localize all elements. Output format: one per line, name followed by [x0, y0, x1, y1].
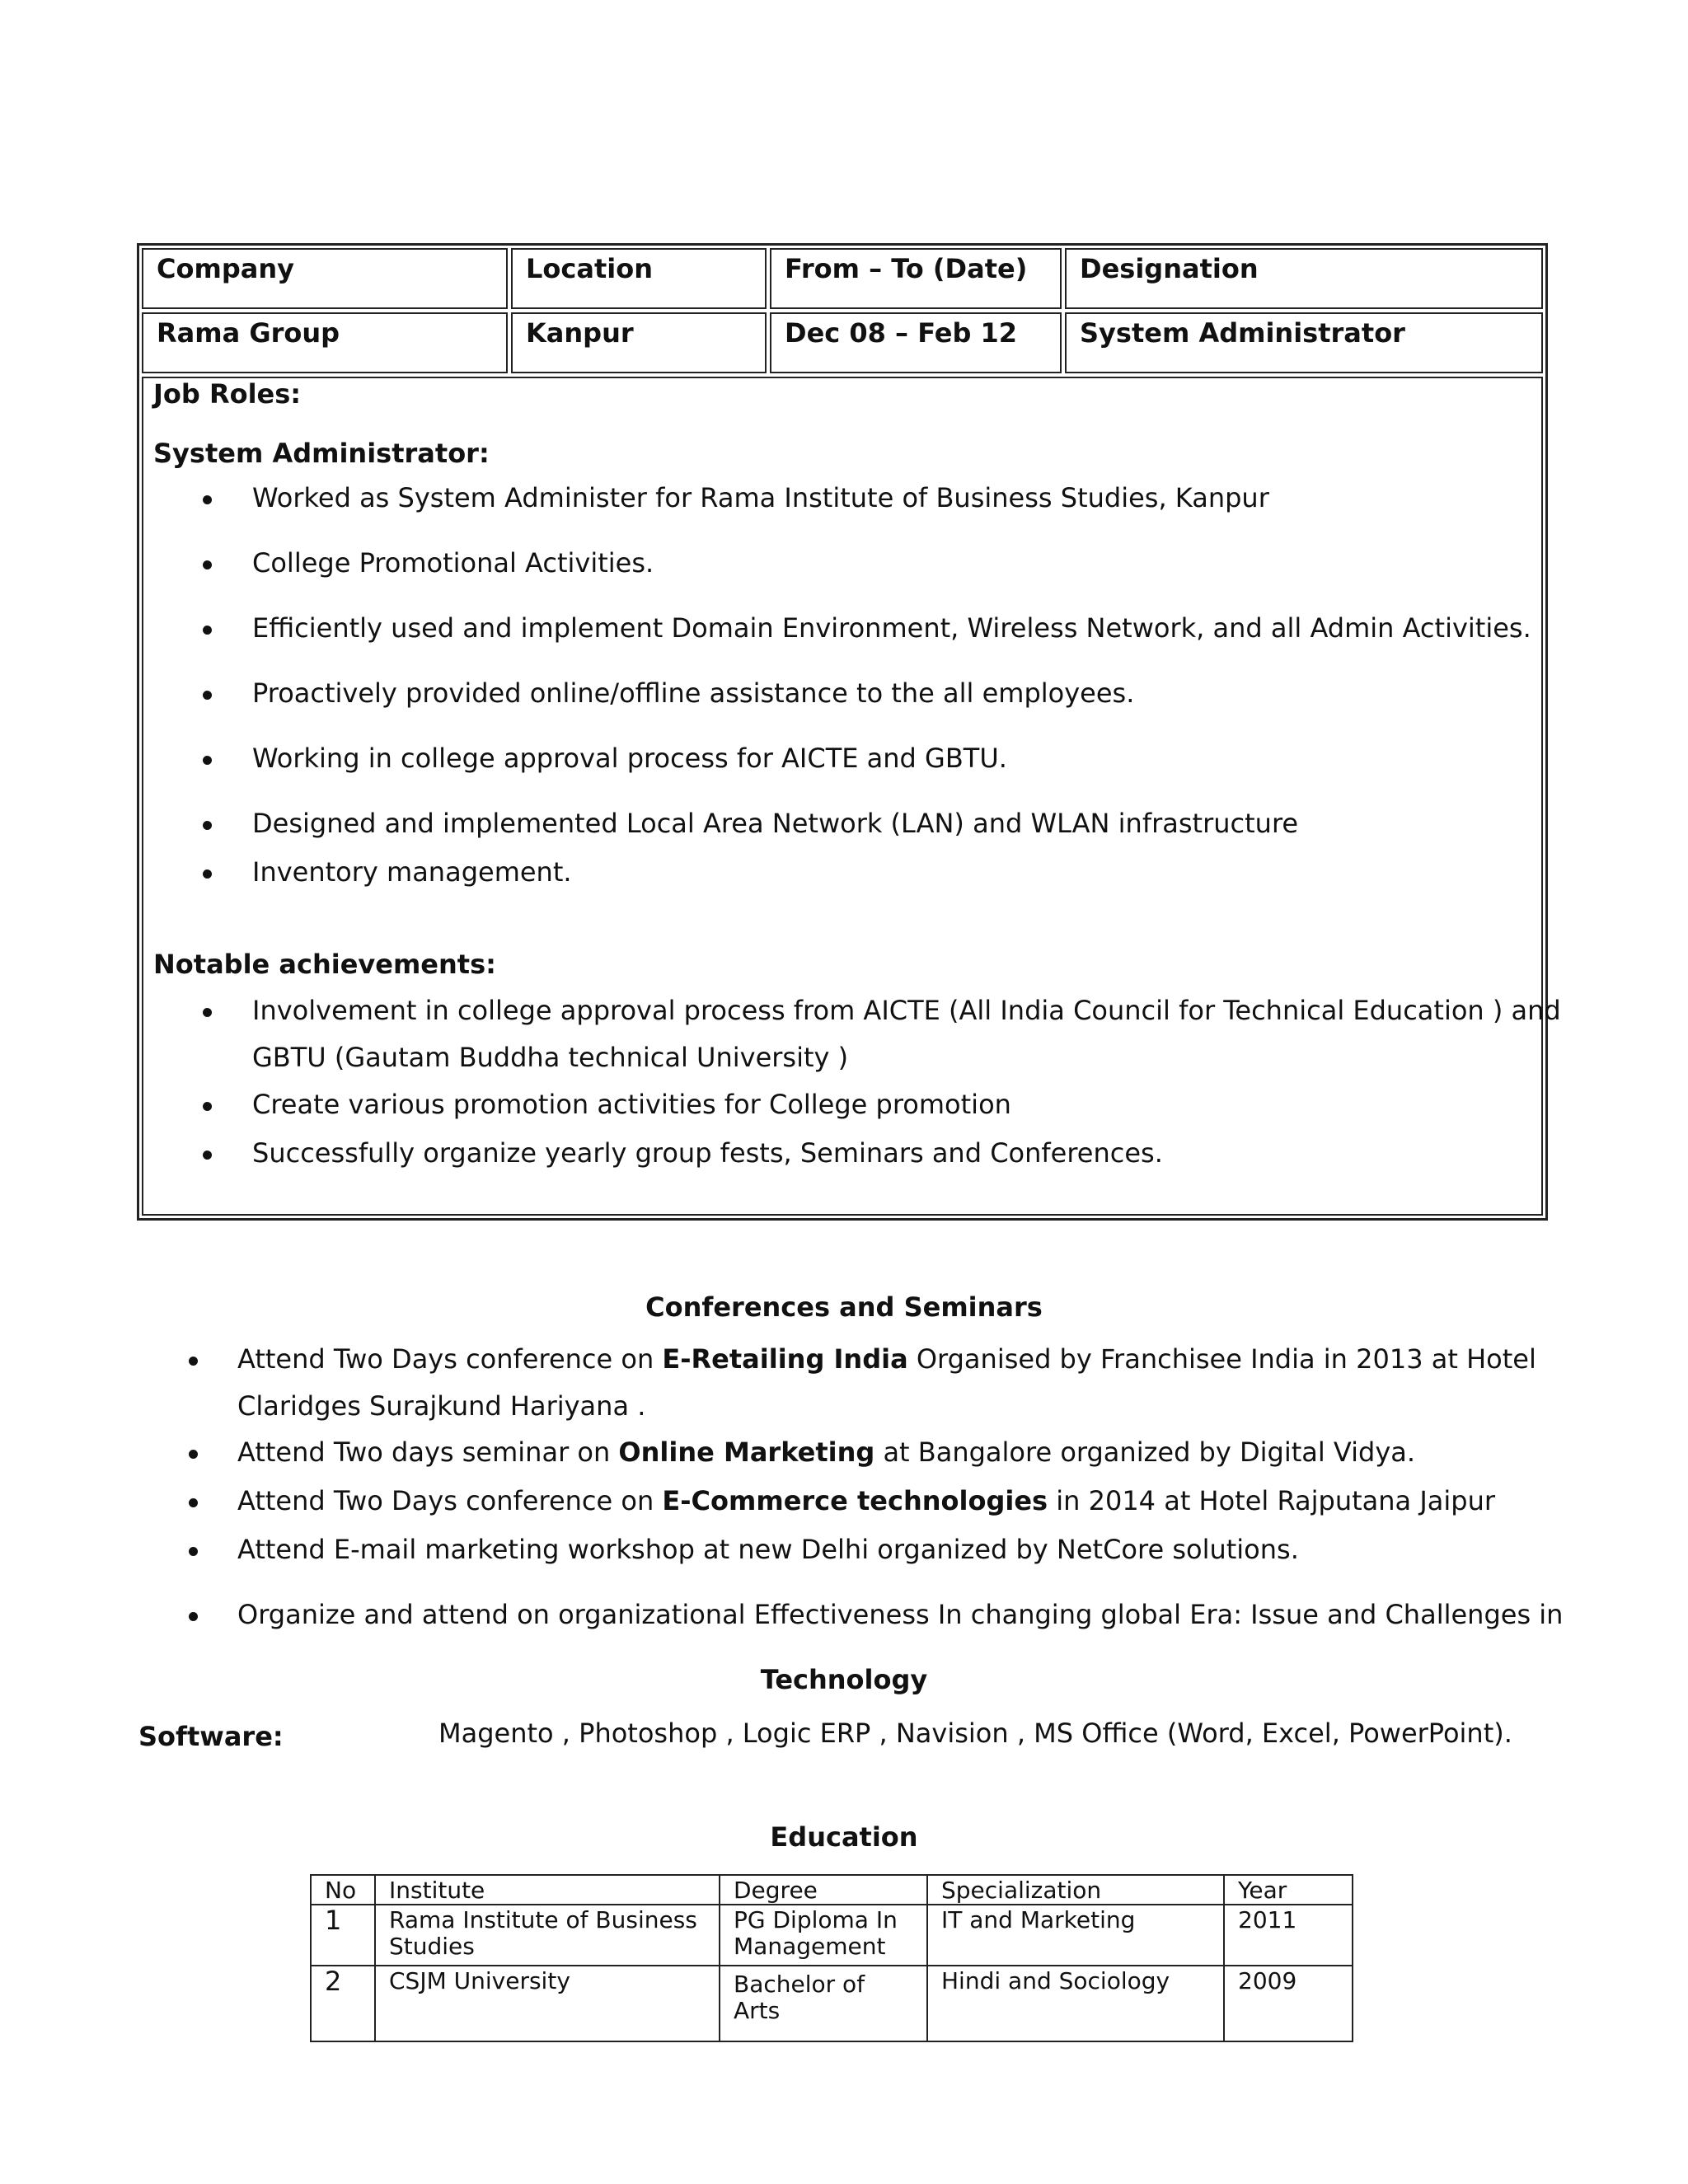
header-company: Company — [142, 248, 508, 309]
conference-item — [237, 1343, 1536, 1375]
conference-item: Organize and attend on organizational Effectiveness In changing global Era: Issue and Challenges in — [237, 1599, 1564, 1630]
edu-degree: Bachelor of Arts — [720, 1966, 927, 2041]
role-item: College Promotional Activities. — [252, 547, 654, 579]
experience-table — [137, 243, 1561, 1221]
header-designation: Designation — [1065, 248, 1543, 309]
conference-item — [237, 1485, 1495, 1516]
edu-year: 2009 — [1224, 1966, 1353, 2041]
software-label: Software: — [138, 1721, 284, 1752]
conference-item-post: at Bangalore organized by Digital Vidya. — [874, 1436, 1416, 1468]
bullet-dot — [203, 691, 212, 700]
edu-header-degree: Degree — [720, 1875, 927, 1905]
role-item: Efficiently used and implement Domain Environment, Wireless Network, and all Admin Activities. — [252, 612, 1531, 644]
conference-item — [237, 1436, 1415, 1468]
role-item: Designed and implemented Local Area Network (LAN) and WLAN infrastructure — [252, 808, 1299, 839]
bullet-dot — [189, 1612, 198, 1621]
achievement-item: Successfully organize yearly group fests, Seminars and Conferences. — [252, 1137, 1163, 1169]
bullet-dot — [189, 1498, 198, 1507]
header-location: Location — [511, 248, 767, 309]
cell-location: Kanpur — [511, 312, 767, 373]
edu-institute-line: Rama Institute of Business — [389, 1906, 697, 1933]
achievements-label: Notable achievements: — [153, 949, 496, 980]
bullet-dot — [189, 1357, 198, 1366]
role-title: System Administrator: — [153, 438, 490, 469]
bullet-dot — [203, 626, 212, 635]
edu-header-institute: Institute — [375, 1875, 720, 1905]
edu-degree — [720, 1905, 927, 1966]
edu-header-no: No — [311, 1875, 375, 1905]
software-value: Magento , Photoshop , Logic ERP , Navision , MS Office (Word, Excel, PowerPoint). — [438, 1718, 1512, 1749]
experience-table-inner — [142, 248, 1561, 1216]
education-row — [311, 1966, 1353, 2041]
role-item: Inventory management. — [252, 856, 572, 888]
bullet-dot — [189, 1547, 198, 1556]
conference-item-post: Organised by Franchisee India in 2013 at Hotel — [907, 1343, 1536, 1375]
conference-item: Attend E-mail marketing workshop at new Delhi organized by NetCore solutions. — [237, 1534, 1299, 1565]
bullet-dot — [203, 756, 212, 765]
edu-header-specialization: Specialization — [927, 1875, 1224, 1905]
achievement-item: Create various promotion activities for College promotion — [252, 1089, 1011, 1120]
technology-title: Technology — [760, 1664, 928, 1695]
bullet-dot — [203, 495, 212, 504]
bullet-dot — [203, 1008, 212, 1017]
conference-item-post: in 2014 at Hotel Rajputana Jaipur — [1048, 1485, 1495, 1516]
job-roles-box — [142, 377, 1561, 1216]
achievement-item: Involvement in college approval process from AICTE (All India Council for Technical Education ) and — [252, 995, 1561, 1026]
bullet-dot — [203, 869, 212, 879]
edu-institute — [375, 1905, 720, 1966]
conference-item-bold: E-Commerce technologies — [662, 1485, 1048, 1516]
bullet-dot — [203, 1151, 212, 1160]
education-header-row — [311, 1875, 1353, 1905]
conferences-title: Conferences and Seminars — [645, 1291, 1043, 1323]
bullet-dot — [203, 1102, 212, 1111]
role-item: Proactively provided online/offline assistance to the all employees. — [252, 677, 1135, 709]
edu-no: 2 — [311, 1966, 375, 2041]
cell-date: Dec 08 – Feb 12 — [770, 312, 1062, 373]
conference-item-bold: E-Retailing India — [662, 1343, 908, 1375]
education-row — [311, 1905, 1353, 1966]
bullet-dot — [203, 560, 212, 569]
conference-item-bold: Online Marketing — [618, 1436, 875, 1468]
header-date: From – To (Date) — [770, 248, 1062, 309]
edu-year: 2011 — [1224, 1905, 1353, 1966]
conference-item-pre: Attend Two Days conference on — [237, 1343, 663, 1375]
education-table — [310, 1874, 1353, 2042]
achievement-item-continued: GBTU (Gautam Buddha technical University ) — [252, 1042, 849, 1073]
edu-institute: CSJM University — [375, 1966, 720, 2041]
conference-item-pre: Attend Two Days conference on — [237, 1485, 663, 1516]
role-item: Working in college approval process for AICTE and GBTU. — [252, 743, 1007, 774]
bullet-dot — [189, 1450, 198, 1459]
experience-data-row — [142, 312, 1543, 373]
job-roles-label: Job Roles: — [153, 378, 302, 410]
edu-header-year: Year — [1224, 1875, 1353, 1905]
edu-institute-line: Studies — [389, 1933, 475, 1960]
bullet-dot — [203, 821, 212, 830]
cell-company: Rama Group — [142, 312, 508, 373]
edu-no: 1 — [311, 1905, 375, 1966]
edu-degree-line: Management — [734, 1933, 886, 1960]
cell-designation: System Administrator — [1065, 312, 1543, 373]
edu-specialization: Hindi and Sociology — [927, 1966, 1224, 2041]
role-item: Worked as System Administer for Rama Institute of Business Studies, Kanpur — [252, 482, 1269, 513]
conference-item-continued: Claridges Surajkund Hariyana . — [237, 1390, 646, 1422]
edu-degree-line: PG Diploma In — [734, 1906, 898, 1933]
education-title: Education — [770, 1821, 918, 1853]
experience-header-row — [142, 248, 1543, 309]
conference-item-pre: Attend Two days seminar on — [237, 1436, 619, 1468]
edu-specialization: IT and Marketing — [927, 1905, 1224, 1966]
